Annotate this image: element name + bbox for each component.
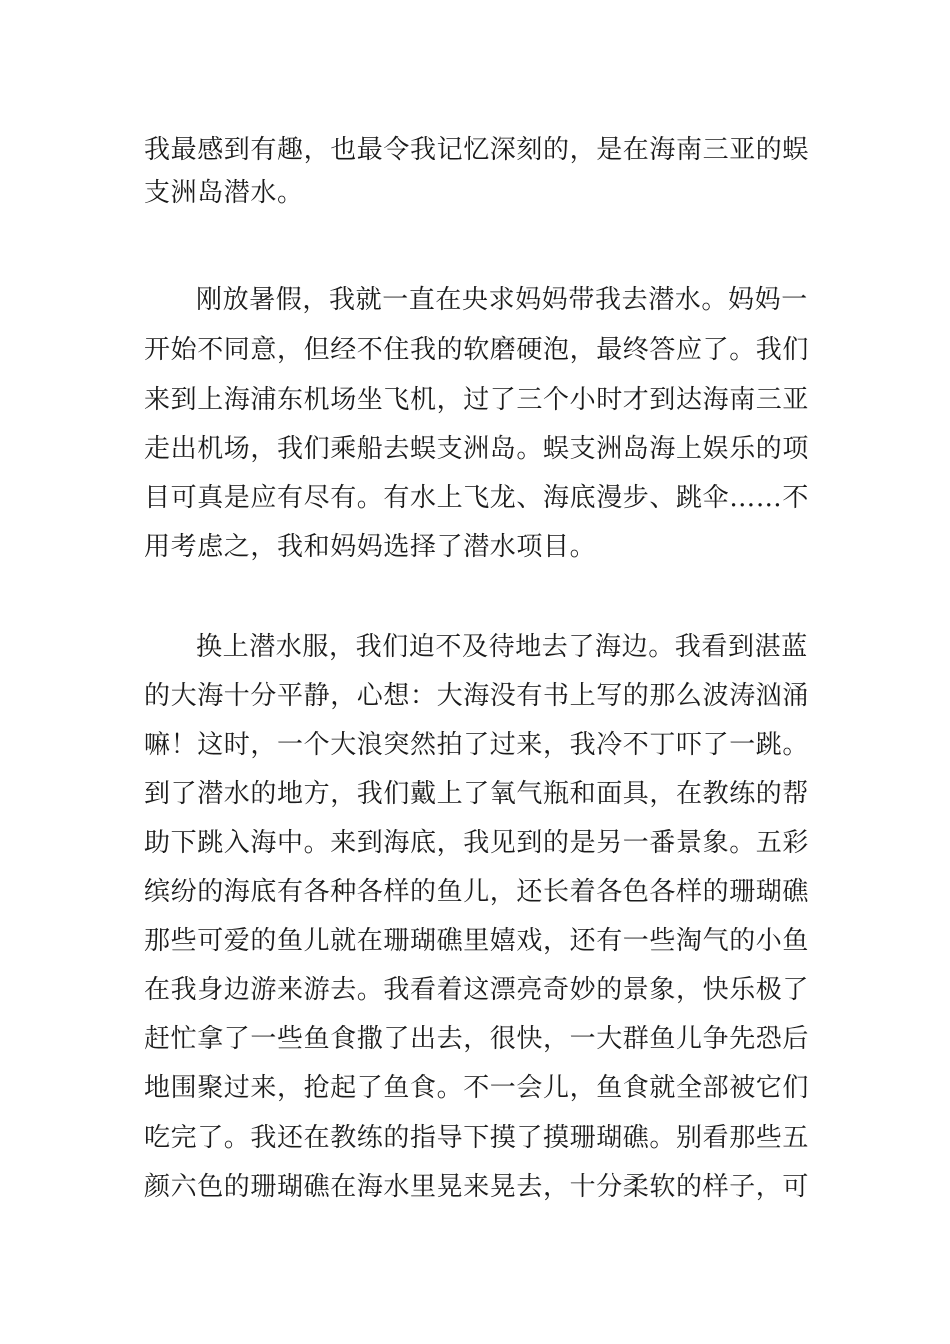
paragraph-line: 换上潜水服，我们迫不及待地去了海边。我看到湛蓝 — [196, 632, 808, 662]
paragraph-line: 目可真是应有尽有。有水上飞龙、海底漫步、跳伞……不 — [144, 483, 810, 513]
paragraph-line: 嘛！这时，一个大浪突然拍了过来，我冷不丁吓了一跳。 — [144, 730, 810, 760]
paragraph-line: 的大海十分平静，心想：大海没有书上写的那么波涛汹涌 — [144, 681, 810, 711]
paragraph-line: 到了潜水的地方，我们戴上了氧气瓶和面具，在教练的帮 — [144, 779, 810, 809]
paragraph-line: 在我身边游来游去。我看着这漂亮奇妙的景象，快乐极了 — [144, 975, 810, 1005]
paragraph-line: 我最感到有趣，也最令我记忆深刻的，是在海南三亚的蜈 — [144, 135, 810, 165]
paragraph-line: 赶忙拿了一些鱼食撒了出去，很快，一大群鱼儿争先恐后 — [144, 1024, 810, 1054]
paragraph-line: 吃完了。我还在教练的指导下摸了摸珊瑚礁。别看那些五 — [144, 1123, 810, 1153]
paragraph-line: 支洲岛潜水。 — [144, 178, 304, 208]
paragraph-line: 颜六色的珊瑚礁在海水里晃来晃去，十分柔软的样子，可 — [144, 1172, 810, 1202]
paragraph-line: 走出机场，我们乘船去蜈支洲岛。蜈支洲岛海上娱乐的项 — [144, 434, 810, 464]
paragraph-line: 助下跳入海中。来到海底，我见到的是另一番景象。五彩 — [144, 828, 810, 858]
paragraph-line: 用考虑之，我和妈妈选择了潜水项目。 — [144, 532, 597, 562]
paragraph-line: 刚放暑假，我就一直在央求妈妈带我去潜水。妈妈一 — [196, 285, 808, 315]
paragraph-line: 开始不同意，但经不住我的软磨硬泡，最终答应了。我们 — [144, 335, 810, 365]
paragraph-line: 地围聚过来，抢起了鱼食。不一会儿，鱼食就全部被它们 — [144, 1073, 810, 1103]
paragraph-line: 那些可爱的鱼儿就在珊瑚礁里嬉戏，还有一些淘气的小鱼 — [144, 926, 810, 956]
paragraph-line: 来到上海浦东机场坐飞机，过了三个小时才到达海南三亚 — [144, 385, 810, 415]
paragraph-line: 缤纷的海底有各种各样的鱼儿，还长着各色各样的珊瑚礁 — [144, 877, 810, 907]
